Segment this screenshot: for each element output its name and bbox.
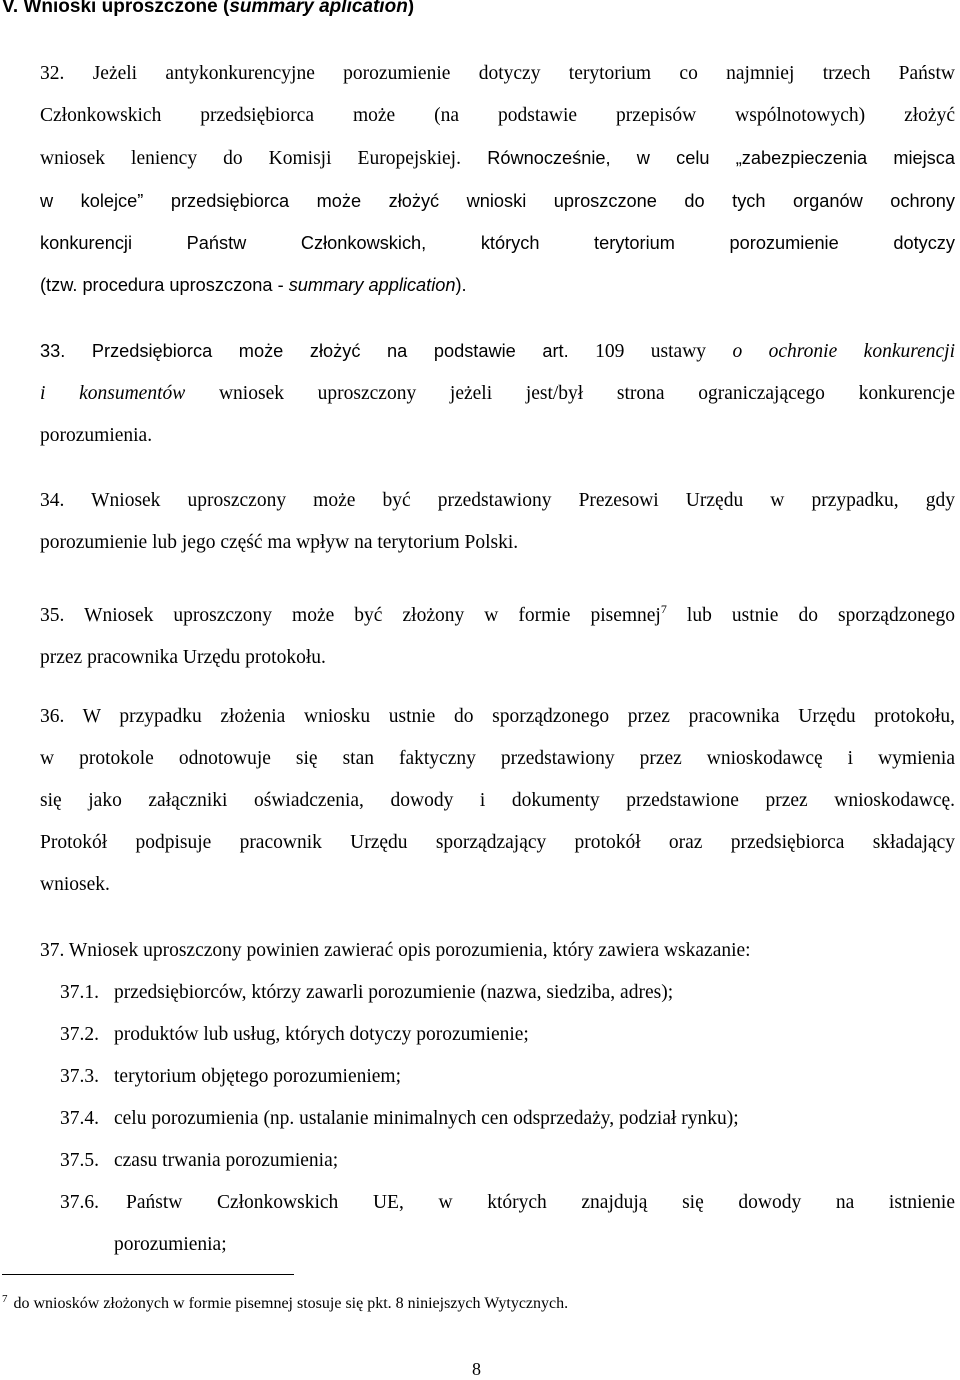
- p35-line-2: przez pracownika Urzędu protokołu.: [40, 647, 326, 668]
- list-item: [60, 972, 673, 1014]
- p33-line-2a: i konsumentów: [40, 383, 186, 404]
- paragraph-33: [40, 330, 955, 457]
- list-item: [60, 1098, 739, 1140]
- paragraph-35: [40, 588, 955, 679]
- list-item: [60, 1140, 338, 1182]
- p32-line-6a: (tzw. procedura uproszczona -: [40, 275, 289, 295]
- footnote: [2, 1288, 568, 1315]
- list-item-text: przedsiębiorców, którzy zawarli porozumienie (nazwa, siedziba, adres);: [114, 982, 674, 1003]
- list-item-number: 37.5.: [60, 1150, 99, 1171]
- p34-line-1: 34. Wniosek uproszczony może być przedstawiony Prezesowi Urzędu w przypadku, gdy: [40, 490, 955, 511]
- p33-line-2: [40, 373, 955, 415]
- paragraph-36: [40, 696, 955, 906]
- list-item-number: 37.2.: [60, 1024, 99, 1045]
- paragraph-34: [40, 480, 955, 564]
- p33-line-3: porozumienia.: [40, 425, 153, 446]
- list-item-number: 37.1.: [60, 982, 99, 1003]
- list-item-number: 37.3.: [60, 1066, 99, 1087]
- list-item: [60, 1056, 401, 1098]
- p32-line-2: Członkowskich przedsiębiorca może (na podstawie przepisów wspólnotowych) złożyć: [40, 105, 955, 126]
- p32-line-3: [40, 137, 955, 180]
- p34-line-2: porozumienie lub jego część ma wpływ na terytorium Polski.: [40, 532, 519, 553]
- list-item-text: Państw Członkowskich UE, w których znajdują się dowody na istnienie: [126, 1192, 955, 1213]
- p35-line-1: [40, 588, 955, 637]
- footnote-separator: [2, 1274, 294, 1275]
- footnote-text: do wniosków złożonych w formie pisemnej stosuje się pkt. 8 niniejszych Wytycznych.: [13, 1295, 569, 1312]
- p33-line-1b: 109 ustawy: [568, 341, 733, 362]
- list-item-number: 37.4.: [60, 1108, 99, 1129]
- p36-line-2: w protokole odnotowuje się stan faktyczny przedstawiony przez wnioskodawcę i wymienia: [40, 748, 955, 769]
- p32-line-4: w kolejce” przedsiębiorca może złożyć wnioski uproszczone do tych organów ochrony: [40, 191, 955, 211]
- p32-line-3b: Równocześnie, w celu „zabezpieczenia miejsca: [460, 148, 955, 168]
- paragraph-32: [40, 53, 955, 306]
- p33-line-2b: wniosek uproszczony jeżeli jest/był strona ograniczającego konkurencje: [185, 383, 956, 404]
- p32-line-6c: ).: [455, 275, 467, 295]
- page-number: 8: [472, 1359, 481, 1379]
- section-heading: [2, 0, 414, 20]
- list-item-continuation: porozumienia;: [114, 1234, 227, 1255]
- footnote-reference[interactable]: 7: [660, 602, 667, 616]
- footnote-marker: 7: [2, 1293, 8, 1305]
- p32-line-6b: summary application: [288, 275, 456, 295]
- heading-prefix: V. Wnioski uproszczone (: [2, 0, 230, 17]
- list-item-text: produktów lub usług, których dotyczy porozumienie;: [114, 1024, 529, 1045]
- p36-line-1: 36. W przypadku złożenia wniosku ustnie do sporządzonego przez pracownika Urzędu protokołu,: [40, 706, 955, 727]
- p32-line-3a: wniosek leniency do Komisji Europejskiej.: [40, 148, 461, 169]
- p36-line-4: Protokół podpisuje pracownik Urzędu sporządzający protokół oraz przedsiębiorca składający: [40, 832, 955, 853]
- list-item-number: 37.6.: [60, 1192, 99, 1213]
- p33-line-1a: 33. Przedsiębiorca może złożyć na podstawie art.: [40, 341, 569, 361]
- p36-line-3: się jako załączniki oświadczenia, dowody i dokumenty przedstawione przez wnioskodawcę.: [40, 790, 955, 811]
- p33-line-1c: o ochronie konkurencji: [732, 341, 955, 362]
- p37-intro: 37. Wniosek uproszczony powinien zawierać opis porozumienia, który zawiera wskazanie:: [40, 940, 751, 961]
- paragraph-37: [40, 930, 955, 972]
- p35-line-1a: 35. Wniosek uproszczony może być złożony w formie pisemnej: [40, 605, 661, 626]
- p32-line-1: 32. Jeżeli antykonkurencyjne porozumienie dotyczy terytorium co najmniej trzech Państw: [40, 63, 955, 84]
- p36-line-5: wniosek.: [40, 874, 110, 895]
- list-item-text: celu porozumienia (np. ustalanie minimalnych cen odsprzedaży, podział rynku);: [114, 1108, 739, 1129]
- list-item-text: terytorium objętego porozumieniem;: [114, 1066, 402, 1087]
- list-item: [60, 1182, 955, 1224]
- heading-suffix: ): [407, 0, 415, 17]
- heading-italic: summary aplication: [229, 0, 408, 17]
- p32-line-6: [40, 264, 955, 306]
- list-item: [60, 1014, 529, 1056]
- p33-line-1: [40, 330, 955, 373]
- p32-line-5: konkurencji Państw Członkowskich, których terytorium porozumienie dotyczy: [40, 233, 955, 253]
- p35-line-1b: lub ustnie do sporządzonego: [666, 605, 956, 626]
- list-item-text: czasu trwania porozumienia;: [114, 1150, 339, 1171]
